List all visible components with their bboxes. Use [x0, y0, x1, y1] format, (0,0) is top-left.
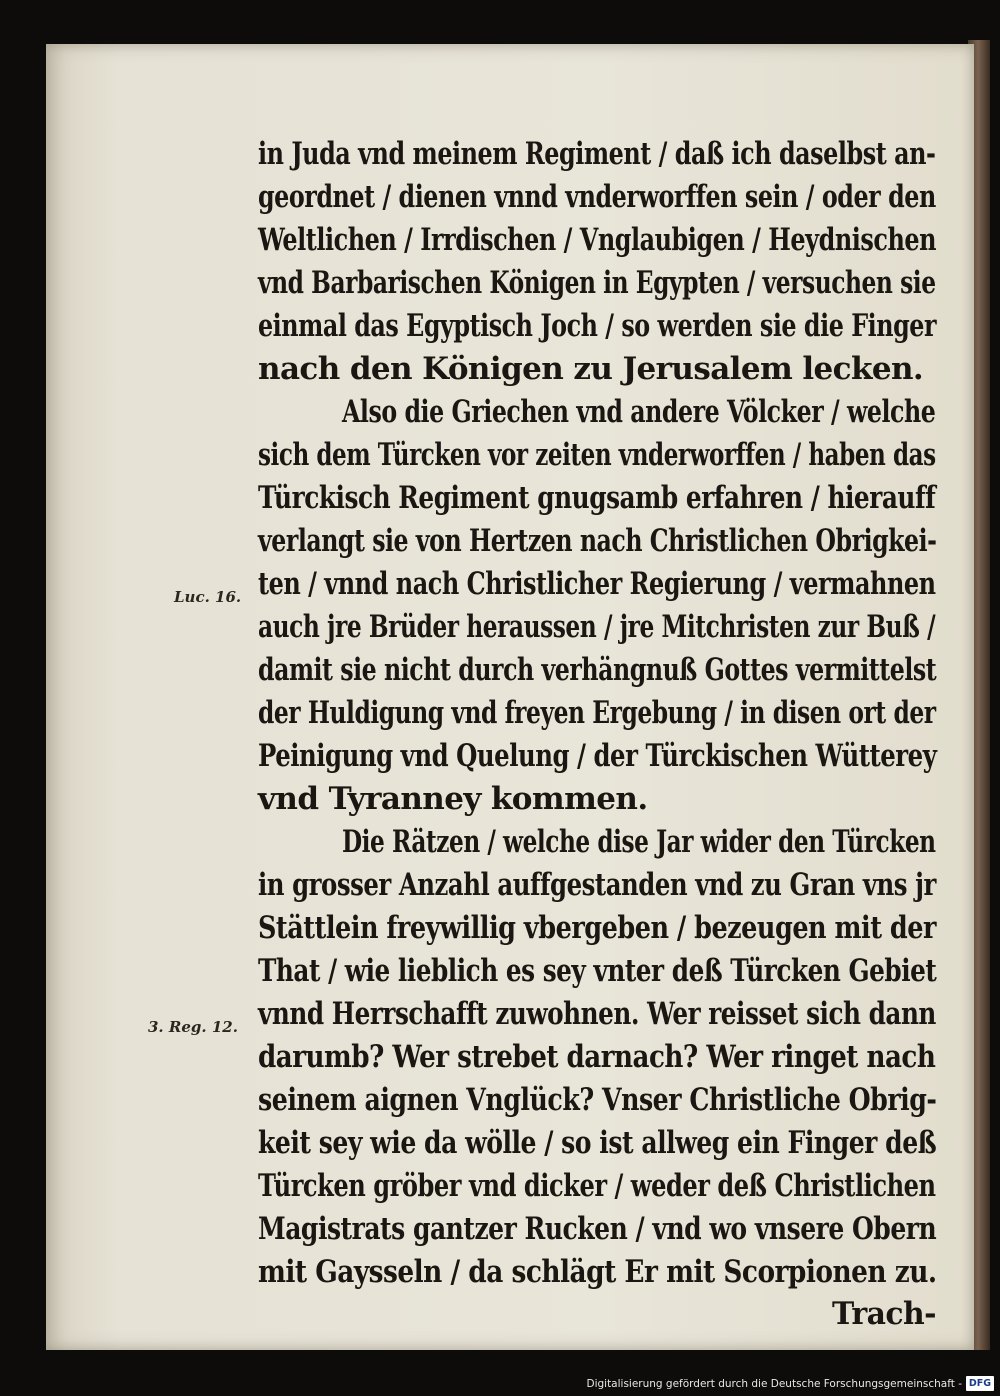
- text-line: auch jre Brüder heraussen / jre Mitchristen zur Buß /: [258, 609, 936, 645]
- text-line: Also die Griechen vnd andere Völcker / welche: [342, 394, 936, 430]
- funding-credit: Digitalisierung gefördert durch die Deutsche Forschungsgemeinschaft -: [586, 1378, 962, 1390]
- margin-note: Luc. 16.: [174, 588, 242, 606]
- text-line: mit Gaysseln / da schlägt Er mit Scorpionen zu.: [258, 1254, 937, 1290]
- text-line: geordnet / dienen vnnd vnderworffen sein / oder den: [258, 179, 936, 215]
- text-line: That / wie lieblich es sey vnter deß Türcken Gebiet: [258, 953, 937, 989]
- text-line: Magistrats gantzer Rucken / vnd wo vnsere Obern: [258, 1211, 937, 1247]
- text-line: in grosser Anzahl auffgestanden vnd zu Gran vns jr: [258, 867, 936, 903]
- text-line: Peinigung vnd Quelung / der Türckischen Wütterey: [258, 738, 937, 774]
- book-page: [46, 44, 974, 1350]
- text-line: verlangt sie von Hertzen nach Christlichen Obrigkei-: [258, 523, 937, 559]
- text-line: keit sey wie da wölle / so ist allweg ein Finger deß: [258, 1125, 937, 1161]
- text-line: ten / vnnd nach Christlicher Regierung / vermahnen: [258, 566, 936, 602]
- text-line: sich dem Türcken vor zeiten vnderworffen / haben das: [258, 437, 936, 473]
- text-line: in Juda vnd meinem Regiment / daß ich daselbst an-: [258, 136, 936, 172]
- text-line: Türckisch Regiment gnugsamb erfahren / hierauff: [258, 480, 936, 516]
- catchword: Trach-: [832, 1296, 936, 1332]
- text-line: vnd Tyranney kommen.: [258, 781, 648, 817]
- text-line: der Huldigung vnd freyen Ergebung / in disen ort der: [258, 695, 936, 731]
- text-line: Stättlein freywillig vbergeben / bezeugen mit der: [258, 910, 936, 946]
- text-line: einmal das Egyptisch Joch / so werden sie die Finger: [258, 308, 937, 344]
- footer-bar: [0, 1350, 1000, 1396]
- margin-note: 3. Reg. 12.: [148, 1018, 238, 1036]
- text-line: seinem aignen Vnglück? Vnser Christliche Obrig-: [258, 1082, 937, 1118]
- text-line: damit sie nicht durch verhängnuß Gottes vermittelst: [258, 652, 937, 688]
- text-line: darumb? Wer strebet darnach? Wer ringet nach: [258, 1039, 936, 1075]
- text-line: Weltlichen / Irrdischen / Vnglaubigen / Heydnischen: [258, 222, 937, 258]
- text-line: Türcken gröber vnd dicker / weder deß Christlichen: [258, 1168, 936, 1204]
- text-line: vnnd Herrschafft zuwohnen. Wer reisset sich dann: [258, 996, 936, 1032]
- text-line: Die Rätzen / welche dise Jar wider den Türcken: [342, 824, 936, 860]
- dfg-logo-icon: DFG: [966, 1376, 994, 1391]
- text-line: nach den Königen zu Jerusalem lecken.: [258, 351, 924, 387]
- text-line: vnd Barbarischen Königen in Egypten / versuchen sie: [258, 265, 936, 301]
